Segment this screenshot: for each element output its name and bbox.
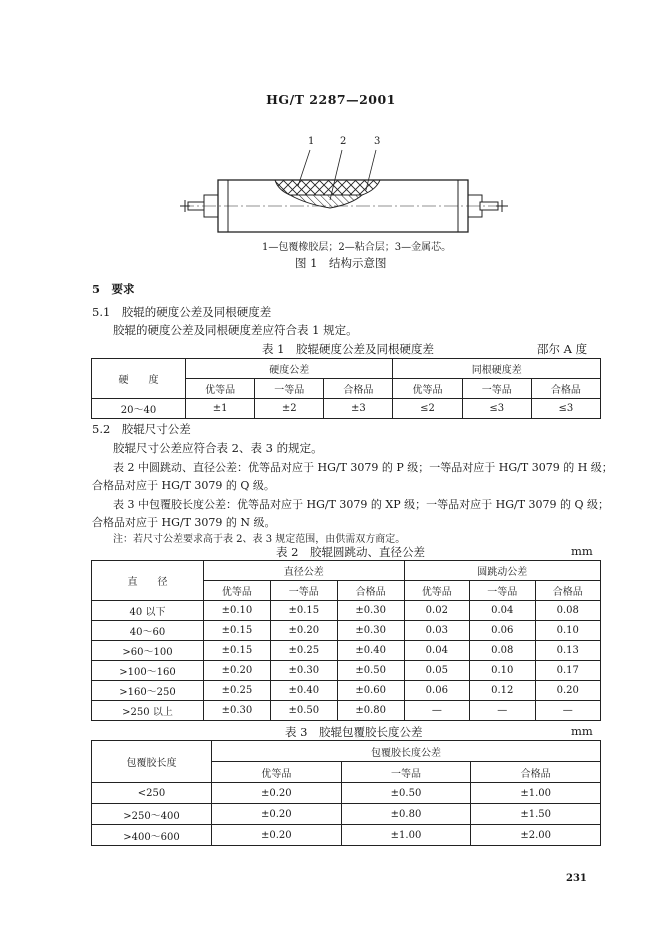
table-row bbox=[92, 621, 601, 641]
section-5-2-p3a: 表 3 中包覆胶长度公差：优等品对应于 HG/T 3079 的 XP 级；一等品对应于 HG/T 3079 的 Q 级； bbox=[113, 498, 610, 511]
table2-cell: ±0.40 bbox=[270, 681, 337, 701]
table2-cell: 0.05 bbox=[404, 661, 469, 681]
table-row bbox=[92, 399, 601, 419]
table1-cell: ±3 bbox=[324, 399, 393, 419]
callout-1: 1 bbox=[308, 136, 315, 147]
table2 bbox=[91, 560, 601, 721]
section-5-2-p2a: 表 2 中圆跳动、直径公差：优等品对应于 HG/T 3079 的 P 级；一等品对应于 HG/T 3079 的 H 级； bbox=[113, 461, 613, 474]
table2-cell: 0.06 bbox=[404, 681, 469, 701]
table2-cell: 0.04 bbox=[404, 641, 469, 661]
table3-cell: ±0.20 bbox=[212, 804, 342, 825]
table2-cell: 0.10 bbox=[470, 661, 535, 681]
page-number: 231 bbox=[566, 873, 587, 884]
table-row bbox=[92, 804, 601, 825]
table2-cell: >250 以上 bbox=[92, 701, 204, 721]
callout-2: 2 bbox=[340, 136, 347, 147]
callout-3: 3 bbox=[374, 136, 381, 147]
table2-cell: 0.08 bbox=[470, 641, 535, 661]
table2-cell: ±0.30 bbox=[270, 661, 337, 681]
table2-caption: 表 2 胶辊圆跳动、直径公差 bbox=[276, 545, 425, 559]
table1-group-hardness: 硬度公差 bbox=[186, 359, 393, 379]
table2-cell: ±0.30 bbox=[204, 701, 271, 721]
table2-cell: ±0.10 bbox=[204, 601, 271, 621]
page-header: HG/T 2287—2001 bbox=[266, 92, 396, 107]
table-row bbox=[92, 701, 601, 721]
table2-cell: ±0.60 bbox=[337, 681, 404, 701]
section-5-2-title: 5.2 胶辊尺寸公差 bbox=[92, 422, 191, 436]
table2-cell: 0.08 bbox=[535, 601, 600, 621]
table2-cell: ±0.15 bbox=[204, 641, 271, 661]
table2-cell: 40～60 bbox=[92, 621, 204, 641]
table1-cell: 20～40 bbox=[92, 399, 186, 419]
table2-cell: 0.17 bbox=[535, 661, 600, 681]
table1-col: 一等品 bbox=[462, 379, 531, 399]
table3-row-header: 包覆胶长度 bbox=[92, 741, 212, 783]
section-5-2-p2b: 合格品对应于 HG/T 3079 的 Q 级。 bbox=[92, 479, 275, 492]
table1-col: 一等品 bbox=[255, 379, 324, 399]
table2-cell: ±0.25 bbox=[204, 681, 271, 701]
table1-cell: ≤2 bbox=[393, 399, 462, 419]
table1 bbox=[91, 358, 601, 419]
table2-cell: 0.13 bbox=[535, 641, 600, 661]
table3-cell: ±0.50 bbox=[341, 783, 471, 804]
table2-cell: >100～160 bbox=[92, 661, 204, 681]
table1-caption: 表 1 胶辊硬度公差及同根硬度差 bbox=[262, 342, 434, 356]
table1-cell: ≤3 bbox=[462, 399, 531, 419]
table1-unit: 邵尔 A 度 bbox=[537, 342, 588, 356]
roller-diagram bbox=[180, 140, 510, 240]
table-row bbox=[92, 641, 601, 661]
table2-cell: — bbox=[535, 701, 600, 721]
table2-cell: — bbox=[404, 701, 469, 721]
table-row bbox=[92, 681, 601, 701]
table3-cell: ±0.20 bbox=[212, 825, 342, 846]
table-row bbox=[92, 661, 601, 681]
structure-figure bbox=[180, 136, 510, 240]
table2-cell: ±0.20 bbox=[270, 621, 337, 641]
table2-unit: mm bbox=[571, 544, 593, 558]
table2-cell: — bbox=[470, 701, 535, 721]
table2-cell: 0.20 bbox=[535, 681, 600, 701]
table2-col: 一等品 bbox=[470, 581, 535, 601]
table1-row-header: 硬 度 bbox=[92, 359, 186, 399]
table3-cell: ±1.50 bbox=[471, 804, 601, 825]
section-5-title: 5 要求 bbox=[92, 282, 135, 296]
table2-cell: 0.12 bbox=[470, 681, 535, 701]
table1-group-same-roller: 同根硬度差 bbox=[393, 359, 601, 379]
table2-cell: ±0.15 bbox=[270, 601, 337, 621]
table-row bbox=[92, 601, 601, 621]
table1-col: 优等品 bbox=[186, 379, 255, 399]
table3-cell: >400～600 bbox=[92, 825, 212, 846]
table-row bbox=[92, 825, 601, 846]
table3-cell: ±1.00 bbox=[341, 825, 471, 846]
table2-group-diameter: 直径公差 bbox=[204, 561, 405, 581]
section-5-2-p3b: 合格品对应于 HG/T 3079 的 N 级。 bbox=[92, 516, 276, 529]
table2-cell: 0.03 bbox=[404, 621, 469, 641]
table2-col: 合格品 bbox=[337, 581, 404, 601]
table2-col: 优等品 bbox=[404, 581, 469, 601]
section-5-1-title: 5.1 胶辊的硬度公差及同根硬度差 bbox=[92, 305, 272, 319]
table3-col: 合格品 bbox=[471, 762, 601, 783]
table2-cell: ±0.40 bbox=[337, 641, 404, 661]
table3 bbox=[91, 740, 601, 846]
table1-cell: ±2 bbox=[255, 399, 324, 419]
figure-caption: 图 1 结构示意图 bbox=[295, 256, 387, 270]
table3-col: 优等品 bbox=[212, 762, 342, 783]
table2-col: 一等品 bbox=[270, 581, 337, 601]
section-5-1-text: 胶辊的硬度公差及同根硬度差应符合表 1 规定。 bbox=[113, 323, 358, 337]
table2-cell: ±0.30 bbox=[337, 621, 404, 641]
table2-cell: 40 以下 bbox=[92, 601, 204, 621]
table2-cell: ±0.80 bbox=[337, 701, 404, 721]
table2-cell: >160～250 bbox=[92, 681, 204, 701]
table1-col: 优等品 bbox=[393, 379, 462, 399]
table-row bbox=[92, 783, 601, 804]
table1-col: 合格品 bbox=[531, 379, 600, 399]
table1-cell: ±1 bbox=[186, 399, 255, 419]
table3-cell: ±0.20 bbox=[212, 783, 342, 804]
section-5-2-note: 注：若尺寸公差要求高于表 2、表 3 规定范围，由供需双方商定。 bbox=[113, 534, 406, 545]
table3-caption: 表 3 胶辊包覆胶长度公差 bbox=[285, 725, 423, 739]
table2-row-header: 直 径 bbox=[92, 561, 204, 601]
section-5-2-p1: 胶辊尺寸公差应符合表 2、表 3 的规定。 bbox=[113, 441, 323, 455]
table1-cell: ≤3 bbox=[531, 399, 600, 419]
table2-cell: ±0.20 bbox=[204, 661, 271, 681]
table2-col: 优等品 bbox=[204, 581, 271, 601]
table2-cell: 0.02 bbox=[404, 601, 469, 621]
table3-cell: ±2.00 bbox=[471, 825, 601, 846]
table3-col: 一等品 bbox=[341, 762, 471, 783]
table3-cell: <250 bbox=[92, 783, 212, 804]
table3-cell: ±0.80 bbox=[341, 804, 471, 825]
table2-group-runout: 圆跳动公差 bbox=[404, 561, 600, 581]
table3-cell: >250～400 bbox=[92, 804, 212, 825]
table2-cell: 0.04 bbox=[470, 601, 535, 621]
table1-col: 合格品 bbox=[324, 379, 393, 399]
table2-cell: ±0.30 bbox=[337, 601, 404, 621]
table2-cell: 0.06 bbox=[470, 621, 535, 641]
table2-col: 合格品 bbox=[535, 581, 600, 601]
table2-cell: ±0.25 bbox=[270, 641, 337, 661]
table2-cell: ±0.50 bbox=[337, 661, 404, 681]
table3-group: 包覆胶长度公差 bbox=[212, 741, 601, 762]
table3-cell: ±1.00 bbox=[471, 783, 601, 804]
table3-unit: mm bbox=[571, 724, 593, 738]
table2-cell: 0.10 bbox=[535, 621, 600, 641]
table2-cell: >60～100 bbox=[92, 641, 204, 661]
rubber-layer bbox=[275, 180, 380, 195]
table2-cell: ±0.15 bbox=[204, 621, 271, 641]
figure-legend: 1—包覆橡胶层；2—粘合层；3—金属芯。 bbox=[262, 242, 452, 253]
table2-cell: ±0.50 bbox=[270, 701, 337, 721]
